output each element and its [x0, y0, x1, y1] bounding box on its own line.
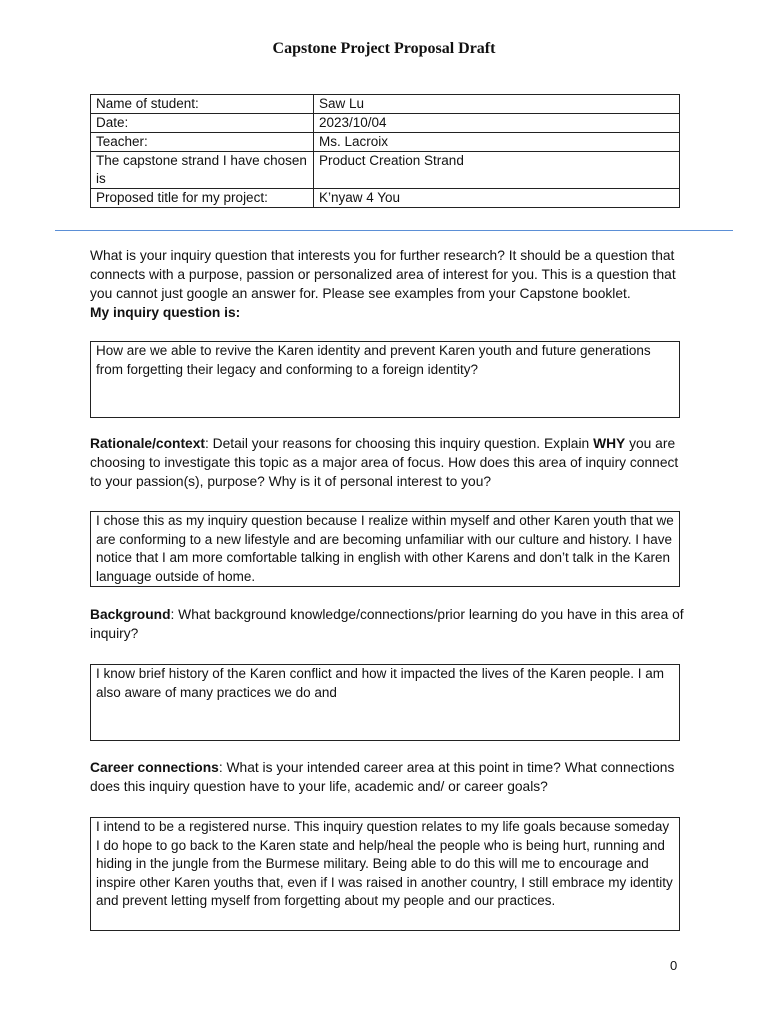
rationale-answer-box[interactable]: I chose this as my inquiry question because I realize within myself and other Karen youth that we are conforming to a new lifestyle and are becoming unfamiliar with our culture and history. I have notice that I am more comfortable talking in english with other Karens and don’t talk in the Karen language outside of home.	[90, 511, 680, 587]
name-label: Name of student:	[91, 95, 314, 114]
career-answer-box[interactable]: I intend to be a registered nurse. This inquiry question relates to my life goals because someday I do hope to go back to the Karen state and help/heal the people who is being hurt, running and hiding in the jungle from the Burmese military. Being able to do this will me to encourage and inspire other Karen youths that, even if I was raised in another country, I still embrace my identity and prevent letting myself from forgetting about my people and our practices.	[90, 817, 680, 931]
table-row	[91, 114, 680, 133]
career-heading: Career connections	[90, 760, 219, 775]
teacher-value: Ms. Lacroix	[314, 133, 680, 152]
inquiry-prompt-text: What is your inquiry question that interests you for further research? It should be a question that connects with a purpose, passion or personalized area of interest for you. This is a question that you cannot just google an answer for. Please see examples from your Capstone booklet.	[90, 248, 676, 301]
page-number: 0	[670, 958, 678, 973]
career-prompt: Career connections: What is your intended career area at this point in time? What connections does this inquiry question have to your life, academic and/ or career goals?	[90, 760, 675, 794]
student-info-table	[90, 94, 680, 208]
page-title: Capstone Project Proposal Draft	[272, 40, 496, 57]
name-value: Saw Lu	[314, 95, 680, 114]
date-label: Date:	[91, 114, 314, 133]
strand-value: Product Creation Strand	[314, 152, 680, 189]
teacher-label: Teacher:	[91, 133, 314, 152]
inquiry-prompt	[90, 246, 690, 322]
section-divider	[55, 230, 733, 231]
table-row	[91, 189, 680, 208]
project-title-label: Proposed title for my project:	[91, 189, 314, 208]
inquiry-label: My inquiry question is:	[90, 305, 241, 320]
rationale-heading: Rationale/context	[90, 436, 205, 451]
strand-label: The capstone strand I have chosen is	[91, 152, 314, 189]
background-heading: Background	[90, 607, 171, 622]
table-row	[91, 133, 680, 152]
table-row	[91, 95, 680, 114]
project-title-value: K’nyaw 4 You	[314, 189, 680, 208]
table-row	[91, 152, 680, 189]
background-answer-box[interactable]: I know brief history of the Karen conflict and how it impacted the lives of the Karen people. I am also aware of many practices we do and	[90, 664, 680, 741]
why-emphasis: WHY	[593, 436, 626, 451]
background-prompt: Background: What background knowledge/connections/prior learning do you have in this area of inquiry?	[90, 607, 684, 641]
date-value: 2023/10/04	[314, 114, 680, 133]
rationale-prompt: Rationale/context: Detail your reasons for choosing this inquiry question. Explain WHY you are choosing to investigate this topic as a major area of focus. How does this area of inquiry connect to your passion(s), purpose? Why is it of personal interest to you?	[90, 436, 679, 489]
inquiry-answer-box[interactable]: How are we able to revive the Karen identity and prevent Karen youth and future generations from forgetting their legacy and conforming to a foreign identity?	[90, 341, 680, 418]
